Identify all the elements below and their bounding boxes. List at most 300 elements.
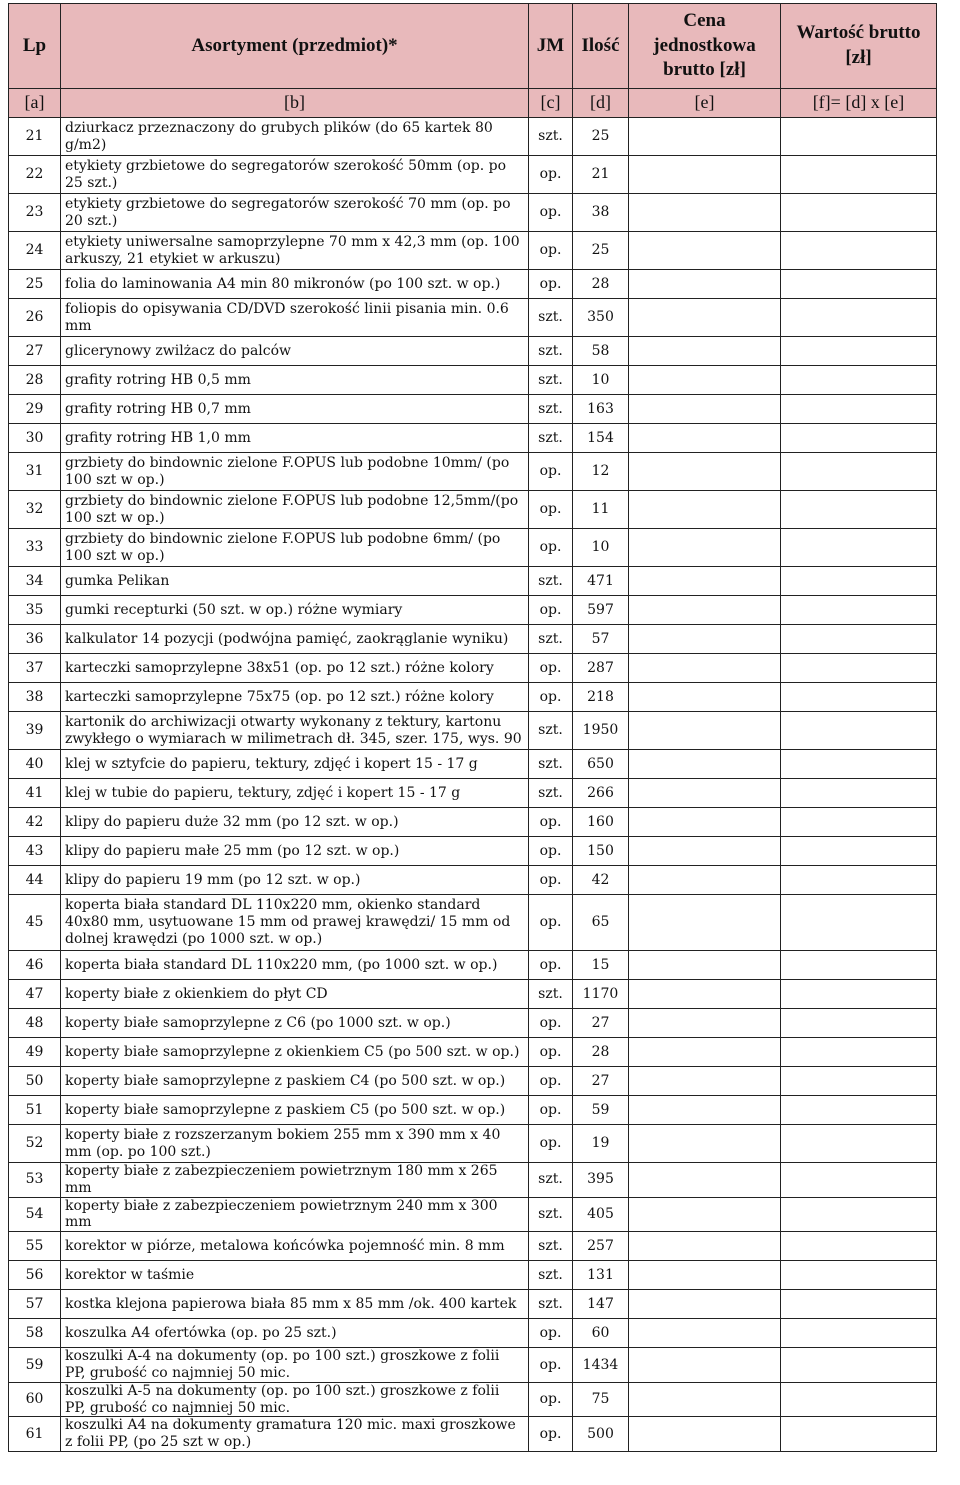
table-row <box>9 596 937 625</box>
row-lp: 53 <box>9 1163 61 1198</box>
table-row <box>9 895 937 951</box>
row-qty: 28 <box>573 270 629 299</box>
row-total[interactable] <box>781 596 937 625</box>
row-qty: 1950 <box>573 712 629 750</box>
row-qty: 10 <box>573 529 629 567</box>
row-unit-price[interactable] <box>629 1163 781 1198</box>
table-row <box>9 567 937 596</box>
table-row <box>9 395 937 424</box>
row-lp: 32 <box>9 491 61 529</box>
row-jm: szt. <box>529 567 573 596</box>
row-total[interactable] <box>781 232 937 270</box>
row-jm: szt. <box>529 118 573 156</box>
row-name: koszulki A-4 na dokumenty (op. po 100 szt.) groszkowe z folii PP, grubość co najmniej 50 mic. <box>61 1348 529 1383</box>
row-lp: 40 <box>9 750 61 779</box>
header-qty: Ilość <box>573 4 629 89</box>
row-lp: 22 <box>9 156 61 194</box>
row-jm: szt. <box>529 712 573 750</box>
subheader-row <box>9 89 937 118</box>
row-total[interactable] <box>781 712 937 750</box>
row-unit-price[interactable] <box>629 1232 781 1261</box>
row-jm: op. <box>529 866 573 895</box>
row-name: koperta biała standard DL 110x220 mm, (po 1000 szt. w op.) <box>61 951 529 980</box>
row-unit-price[interactable] <box>629 980 781 1009</box>
table-row <box>9 712 937 750</box>
table-row <box>9 1163 937 1198</box>
subheader-d: [d] <box>573 89 629 118</box>
row-qty: 65 <box>573 895 629 951</box>
row-unit-price[interactable] <box>629 1125 781 1163</box>
row-lp: 23 <box>9 194 61 232</box>
row-lp: 21 <box>9 118 61 156</box>
item-rows <box>9 118 937 1452</box>
row-unit-price[interactable] <box>629 808 781 837</box>
row-total[interactable] <box>781 625 937 654</box>
row-lp: 43 <box>9 837 61 866</box>
row-lp: 56 <box>9 1261 61 1290</box>
row-name: kartonik do archiwizacji otwarty wykonany z tektury, kartonu zwykłego o wymiarach w milimetrach dł. 345, szer. 175, wys. 90 <box>61 712 529 750</box>
row-lp: 57 <box>9 1290 61 1319</box>
row-total[interactable] <box>781 980 937 1009</box>
table-row <box>9 1009 937 1038</box>
row-unit-price[interactable] <box>629 654 781 683</box>
row-total[interactable] <box>781 156 937 194</box>
row-qty: 38 <box>573 194 629 232</box>
row-unit-price[interactable] <box>629 1067 781 1096</box>
row-total[interactable] <box>781 654 937 683</box>
row-qty: 150 <box>573 837 629 866</box>
row-total[interactable] <box>781 1096 937 1125</box>
row-lp: 39 <box>9 712 61 750</box>
table-row <box>9 453 937 491</box>
row-jm: op. <box>529 895 573 951</box>
row-name: etykiety grzbietowe do segregatorów szerokość 70 mm (op. po 20 szt.) <box>61 194 529 232</box>
row-total[interactable] <box>781 1067 937 1096</box>
row-jm: op. <box>529 270 573 299</box>
row-lp: 55 <box>9 1232 61 1261</box>
row-name: folia do laminowania A4 min 80 mikronów (po 100 szt. w op.) <box>61 270 529 299</box>
row-jm: szt. <box>529 395 573 424</box>
table-row <box>9 1290 937 1319</box>
row-unit-price[interactable] <box>629 1382 781 1417</box>
order-table <box>8 3 937 1452</box>
row-unit-price[interactable] <box>629 491 781 529</box>
table-row <box>9 491 937 529</box>
row-jm: op. <box>529 596 573 625</box>
row-total[interactable] <box>781 1163 937 1198</box>
table-row <box>9 194 937 232</box>
row-unit-price[interactable] <box>629 1290 781 1319</box>
table-row <box>9 837 937 866</box>
row-qty: 257 <box>573 1232 629 1261</box>
row-qty: 42 <box>573 866 629 895</box>
row-jm: szt. <box>529 625 573 654</box>
row-total[interactable] <box>781 194 937 232</box>
row-name: koszulki A-5 na dokumenty (op. po 100 szt.) groszkowe z folii PP, grubość co najmniej 50 mic. <box>61 1382 529 1417</box>
row-jm: op. <box>529 529 573 567</box>
row-qty: 1434 <box>573 1348 629 1383</box>
row-jm: op. <box>529 1348 573 1383</box>
table-row <box>9 270 937 299</box>
row-jm: op. <box>529 1319 573 1348</box>
row-qty: 154 <box>573 424 629 453</box>
row-jm: szt. <box>529 1261 573 1290</box>
row-name: koperty białe samoprzylepne z paskiem C5 (po 500 szt. w op.) <box>61 1096 529 1125</box>
row-total[interactable] <box>781 1232 937 1261</box>
row-lp: 60 <box>9 1382 61 1417</box>
row-name: grafity rotring HB 0,5 mm <box>61 366 529 395</box>
row-total[interactable] <box>781 866 937 895</box>
row-lp: 52 <box>9 1125 61 1163</box>
table-row <box>9 1067 937 1096</box>
row-name: koperty białe z okienkiem do płyt CD <box>61 980 529 1009</box>
row-total[interactable] <box>781 837 937 866</box>
row-lp: 26 <box>9 299 61 337</box>
row-lp: 30 <box>9 424 61 453</box>
row-unit-price[interactable] <box>629 895 781 951</box>
row-name: karteczki samoprzylepne 38x51 (op. po 12 szt.) różne kolory <box>61 654 529 683</box>
row-qty: 19 <box>573 1125 629 1163</box>
row-qty: 57 <box>573 625 629 654</box>
row-name: grafity rotring HB 0,7 mm <box>61 395 529 424</box>
row-jm: op. <box>529 1038 573 1067</box>
row-lp: 24 <box>9 232 61 270</box>
row-qty: 1170 <box>573 980 629 1009</box>
row-unit-price[interactable] <box>629 779 781 808</box>
row-name: glicerynowy zwilżacz do palców <box>61 337 529 366</box>
subheader-c: [c] <box>529 89 573 118</box>
row-unit-price[interactable] <box>629 337 781 366</box>
row-name: klipy do papieru duże 32 mm (po 12 szt. w op.) <box>61 808 529 837</box>
row-lp: 28 <box>9 366 61 395</box>
row-total[interactable] <box>781 567 937 596</box>
table-row <box>9 1348 937 1383</box>
row-qty: 21 <box>573 156 629 194</box>
row-unit-price[interactable] <box>629 712 781 750</box>
row-lp: 45 <box>9 895 61 951</box>
row-name: klej w tubie do papieru, tektury, zdjęć i kopert 15 - 17 g <box>61 779 529 808</box>
row-total[interactable] <box>781 1348 937 1383</box>
row-jm: op. <box>529 808 573 837</box>
row-lp: 42 <box>9 808 61 837</box>
table-row <box>9 232 937 270</box>
row-name: korektor w taśmie <box>61 1261 529 1290</box>
row-jm: op. <box>529 1417 573 1452</box>
row-lp: 29 <box>9 395 61 424</box>
row-total[interactable] <box>781 529 937 567</box>
row-jm: szt. <box>529 1232 573 1261</box>
row-total[interactable] <box>781 270 937 299</box>
row-jm: op. <box>529 951 573 980</box>
row-qty: 58 <box>573 337 629 366</box>
row-lp: 49 <box>9 1038 61 1067</box>
row-unit-price[interactable] <box>629 1261 781 1290</box>
row-total[interactable] <box>781 1009 937 1038</box>
row-name: gumka Pelikan <box>61 567 529 596</box>
row-name: klipy do papieru 19 mm (po 12 szt. w op.) <box>61 866 529 895</box>
row-jm: op. <box>529 1096 573 1125</box>
row-jm: op. <box>529 837 573 866</box>
row-name: grafity rotring HB 1,0 mm <box>61 424 529 453</box>
row-lp: 46 <box>9 951 61 980</box>
row-total[interactable] <box>781 1125 937 1163</box>
row-qty: 131 <box>573 1261 629 1290</box>
header-jm: JM <box>529 4 573 89</box>
row-jm: op. <box>529 1009 573 1038</box>
row-total[interactable] <box>781 337 937 366</box>
row-qty: 395 <box>573 1163 629 1198</box>
row-qty: 597 <box>573 596 629 625</box>
row-qty: 59 <box>573 1096 629 1125</box>
table-row <box>9 529 937 567</box>
row-jm: szt. <box>529 779 573 808</box>
row-jm: op. <box>529 654 573 683</box>
table-row <box>9 808 937 837</box>
row-total[interactable] <box>781 491 937 529</box>
row-qty: 25 <box>573 118 629 156</box>
table-row <box>9 1382 937 1417</box>
row-jm: op. <box>529 194 573 232</box>
table-row <box>9 1096 937 1125</box>
table-row <box>9 654 937 683</box>
header-total: Wartość brutto [zł] <box>781 4 937 89</box>
row-lp: 38 <box>9 683 61 712</box>
row-jm: szt. <box>529 366 573 395</box>
row-total[interactable] <box>781 779 937 808</box>
row-qty: 650 <box>573 750 629 779</box>
row-unit-price[interactable] <box>629 837 781 866</box>
table-row <box>9 156 937 194</box>
row-name: koperty białe z rozszerzanym bokiem 255 mm x 390 mm x 40 mm (op. po 100 szt.) <box>61 1125 529 1163</box>
row-unit-price[interactable] <box>629 625 781 654</box>
row-lp: 31 <box>9 453 61 491</box>
row-jm: szt. <box>529 1197 573 1232</box>
subheader-b: [b] <box>61 89 529 118</box>
row-name: koperty białe z zabezpieczeniem powietrznym 240 mm x 300 mm <box>61 1197 529 1232</box>
row-unit-price[interactable] <box>629 194 781 232</box>
row-jm: op. <box>529 232 573 270</box>
row-unit-price[interactable] <box>629 529 781 567</box>
row-qty: 75 <box>573 1382 629 1417</box>
row-name: korektor w piórze, metalowa końcówka pojemność min. 8 mm <box>61 1232 529 1261</box>
row-unit-price[interactable] <box>629 299 781 337</box>
row-unit-price[interactable] <box>629 1417 781 1452</box>
row-qty: 60 <box>573 1319 629 1348</box>
row-lp: 34 <box>9 567 61 596</box>
table-row <box>9 1197 937 1232</box>
table-row <box>9 337 937 366</box>
row-total[interactable] <box>781 1290 937 1319</box>
row-lp: 44 <box>9 866 61 895</box>
header-lp: Lp <box>9 4 61 89</box>
row-qty: 27 <box>573 1067 629 1096</box>
row-qty: 10 <box>573 366 629 395</box>
row-name: foliopis do opisywania CD/DVD szerokość linii pisania min. 0.6 mm <box>61 299 529 337</box>
row-lp: 35 <box>9 596 61 625</box>
row-qty: 147 <box>573 1290 629 1319</box>
row-qty: 350 <box>573 299 629 337</box>
row-qty: 160 <box>573 808 629 837</box>
row-jm: szt. <box>529 299 573 337</box>
row-qty: 405 <box>573 1197 629 1232</box>
table-row <box>9 1125 937 1163</box>
table-row <box>9 299 937 337</box>
row-total[interactable] <box>781 395 937 424</box>
row-jm: op. <box>529 453 573 491</box>
row-total[interactable] <box>781 1382 937 1417</box>
row-qty: 163 <box>573 395 629 424</box>
table-row <box>9 366 937 395</box>
row-total[interactable] <box>781 1261 937 1290</box>
row-lp: 58 <box>9 1319 61 1348</box>
row-lp: 27 <box>9 337 61 366</box>
table-row <box>9 779 937 808</box>
subheader-e: [e] <box>629 89 781 118</box>
row-total[interactable] <box>781 118 937 156</box>
table-row <box>9 1232 937 1261</box>
row-unit-price[interactable] <box>629 750 781 779</box>
table-row <box>9 424 937 453</box>
row-jm: op. <box>529 1125 573 1163</box>
row-unit-price[interactable] <box>629 232 781 270</box>
row-name: grzbiety do bindownic zielone F.OPUS lub podobne 10mm/ (po 100 szt w op.) <box>61 453 529 491</box>
row-unit-price[interactable] <box>629 1038 781 1067</box>
row-total[interactable] <box>781 366 937 395</box>
row-name: karteczki samoprzylepne 75x75 (op. po 12 szt.) różne kolory <box>61 683 529 712</box>
row-name: koperty białe z zabezpieczeniem powietrznym 180 mm x 265 mm <box>61 1163 529 1198</box>
row-jm: szt. <box>529 750 573 779</box>
row-jm: szt. <box>529 337 573 366</box>
row-name: kalkulator 14 pozycji (podwójna pamięć, zaokrąglanie wyniku) <box>61 625 529 654</box>
row-qty: 500 <box>573 1417 629 1452</box>
table-row <box>9 980 937 1009</box>
table-row <box>9 1261 937 1290</box>
row-unit-price[interactable] <box>629 156 781 194</box>
row-name: grzbiety do bindownic zielone F.OPUS lub podobne 12,5mm/(po 100 szt w op.) <box>61 491 529 529</box>
table-row <box>9 951 937 980</box>
row-jm: szt. <box>529 424 573 453</box>
row-total[interactable] <box>781 1038 937 1067</box>
row-name: etykiety grzbietowe do segregatorów szerokość 50mm (op. po 25 szt.) <box>61 156 529 194</box>
row-name: etykiety uniwersalne samoprzylepne 70 mm x 42,3 mm (op. 100 arkuszy, 21 etykiet w arkuszu) <box>61 232 529 270</box>
header-row <box>9 4 937 89</box>
row-unit-price[interactable] <box>629 270 781 299</box>
table-row <box>9 1038 937 1067</box>
row-unit-price[interactable] <box>629 1009 781 1038</box>
row-name: koszulki A4 na dokumenty gramatura 120 mic. maxi groszkowe z folii PP, (po 25 szt w op.) <box>61 1417 529 1452</box>
subheader-a: [a] <box>9 89 61 118</box>
row-name: gumki recepturki (50 szt. w op.) różne wymiary <box>61 596 529 625</box>
row-jm: op. <box>529 1067 573 1096</box>
row-lp: 25 <box>9 270 61 299</box>
row-qty: 27 <box>573 1009 629 1038</box>
row-jm: op. <box>529 683 573 712</box>
row-jm: szt. <box>529 1290 573 1319</box>
row-lp: 33 <box>9 529 61 567</box>
row-lp: 61 <box>9 1417 61 1452</box>
row-unit-price[interactable] <box>629 951 781 980</box>
row-name: klipy do papieru małe 25 mm (po 12 szt. w op.) <box>61 837 529 866</box>
row-name: koperty białe samoprzylepne z okienkiem C5 (po 500 szt. w op.) <box>61 1038 529 1067</box>
table-row <box>9 866 937 895</box>
row-total[interactable] <box>781 1197 937 1232</box>
row-total[interactable] <box>781 299 937 337</box>
subheader-f: [f]= [d] x [e] <box>781 89 937 118</box>
row-total[interactable] <box>781 808 937 837</box>
row-total[interactable] <box>781 683 937 712</box>
row-lp: 48 <box>9 1009 61 1038</box>
table-row <box>9 683 937 712</box>
row-unit-price[interactable] <box>629 1319 781 1348</box>
row-unit-price[interactable] <box>629 453 781 491</box>
row-name: dziurkacz przeznaczony do grubych plików (do 65 kartek 80 g/m2) <box>61 118 529 156</box>
row-total[interactable] <box>781 424 937 453</box>
row-name: kostka klejona papierowa biała 85 mm x 85 mm /ok. 400 kartek <box>61 1290 529 1319</box>
row-unit-price[interactable] <box>629 596 781 625</box>
row-jm: op. <box>529 491 573 529</box>
table-row <box>9 750 937 779</box>
row-jm: op. <box>529 156 573 194</box>
row-lp: 36 <box>9 625 61 654</box>
row-lp: 51 <box>9 1096 61 1125</box>
row-name: koperty białe samoprzylepne z paskiem C4 (po 500 szt. w op.) <box>61 1067 529 1096</box>
row-unit-price[interactable] <box>629 683 781 712</box>
row-qty: 25 <box>573 232 629 270</box>
row-total[interactable] <box>781 750 937 779</box>
row-jm: szt. <box>529 980 573 1009</box>
row-lp: 54 <box>9 1197 61 1232</box>
row-lp: 41 <box>9 779 61 808</box>
row-qty: 218 <box>573 683 629 712</box>
row-lp: 59 <box>9 1348 61 1383</box>
table-row <box>9 625 937 654</box>
row-unit-price[interactable] <box>629 1096 781 1125</box>
row-total[interactable] <box>781 1417 937 1452</box>
row-total[interactable] <box>781 453 937 491</box>
row-qty: 28 <box>573 1038 629 1067</box>
row-total[interactable] <box>781 895 937 951</box>
row-qty: 287 <box>573 654 629 683</box>
row-name: koperty białe samoprzylepne z C6 (po 1000 szt. w op.) <box>61 1009 529 1038</box>
row-qty: 266 <box>573 779 629 808</box>
row-name: koperta biała standard DL 110x220 mm, okienko standard 40x80 mm, usytuowane 15 mm od prawej krawędzi/ 15 mm od dolnej krawędzi (po 1000 szt. w op.) <box>61 895 529 951</box>
row-unit-price[interactable] <box>629 424 781 453</box>
row-name: grzbiety do bindownic zielone F.OPUS lub podobne 6mm/ (po 100 szt w op.) <box>61 529 529 567</box>
row-qty: 11 <box>573 491 629 529</box>
row-unit-price[interactable] <box>629 1348 781 1383</box>
row-unit-price[interactable] <box>629 866 781 895</box>
table-row <box>9 1417 937 1452</box>
row-unit-price[interactable] <box>629 366 781 395</box>
header-assortment: Asortyment (przedmiot)* <box>61 4 529 89</box>
row-total[interactable] <box>781 951 937 980</box>
row-jm: szt. <box>529 1163 573 1198</box>
row-jm: op. <box>529 1382 573 1417</box>
row-qty: 471 <box>573 567 629 596</box>
row-unit-price[interactable] <box>629 395 781 424</box>
row-name: klej w sztyfcie do papieru, tektury, zdjęć i kopert 15 - 17 g <box>61 750 529 779</box>
row-unit-price[interactable] <box>629 118 781 156</box>
row-lp: 37 <box>9 654 61 683</box>
row-unit-price[interactable] <box>629 1197 781 1232</box>
row-lp: 50 <box>9 1067 61 1096</box>
header-unit-price: Cena jednostkowa brutto [zł] <box>629 4 781 89</box>
table-row <box>9 118 937 156</box>
row-lp: 47 <box>9 980 61 1009</box>
row-total[interactable] <box>781 1319 937 1348</box>
row-qty: 15 <box>573 951 629 980</box>
row-unit-price[interactable] <box>629 567 781 596</box>
